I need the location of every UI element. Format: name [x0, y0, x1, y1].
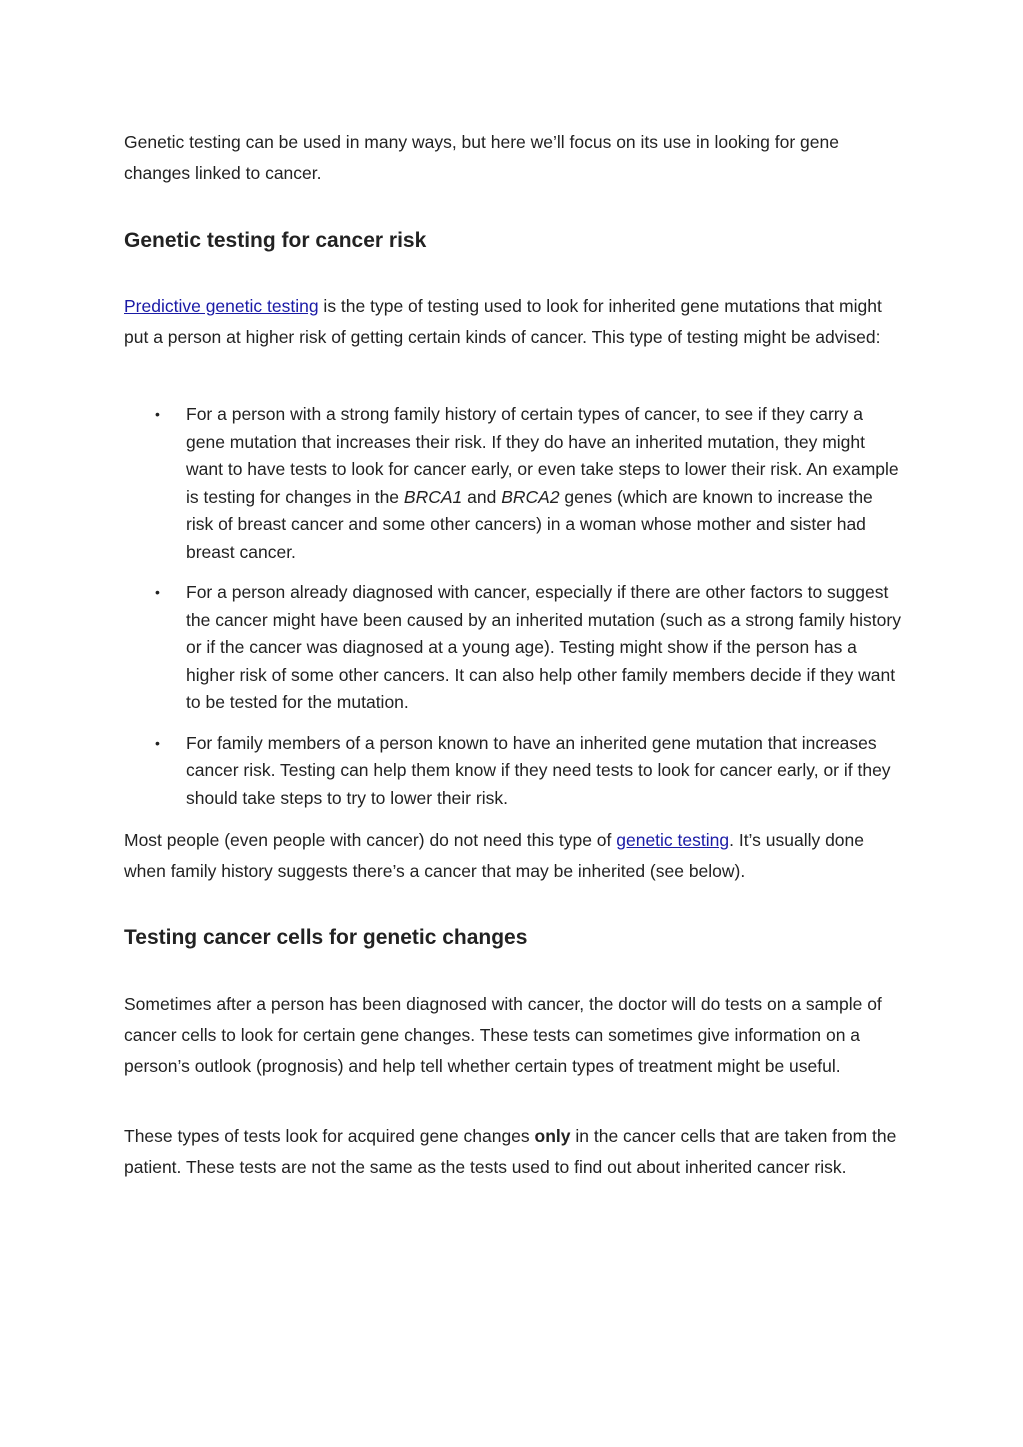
- acquired-text-after: in the cancer cells that are taken from the patient. These tests are not the same as the tests used to find out about inherited cancer risk.: [124, 1126, 897, 1177]
- emphasis-only: only: [534, 1126, 571, 1146]
- bullet-icon: •: [155, 406, 160, 422]
- document-page: [124, 124, 904, 1183]
- list-item: [124, 579, 904, 717]
- gene-name-brca1: BRCA1: [403, 486, 463, 507]
- predictive-genetic-testing-link[interactable]: Predictive genetic testing: [124, 296, 319, 316]
- intro-paragraph: Genetic testing can be used in many ways, but here we’ll focus on its use in looking for gene changes linked to cancer.: [124, 132, 839, 183]
- list-item: [124, 401, 904, 566]
- list-item-text: For family members of a person known to have an inherited gene mutation that increases cancer risk. Testing can help them know if they need tests to look for cancer early, or if they should take steps to try to lower their risk.: [186, 732, 891, 808]
- advised-cases-list: [124, 401, 904, 812]
- predictive-testing-paragraph: [124, 291, 904, 353]
- list-item-text: For a person already diagnosed with cancer, especially if there are other factors to suggest the cancer might have been caused by an inherited mutation (such as a strong family history or if the cancer was diagnosed at a young age). Testing might show if the person has a higher risk of some other cancers. It can also help other family members decide if they want to be tested for the mutation.: [186, 582, 901, 712]
- closing-text-after: . It’s usually done when family history suggests there’s a cancer that may be inherited (see below).: [124, 830, 865, 881]
- genetic-testing-link[interactable]: genetic testing: [616, 830, 730, 850]
- predictive-testing-text: is the type of testing used to look for inherited gene mutations that might put a person at higher risk of getting certain kinds of cancer. This type of testing might be advised:: [124, 296, 882, 347]
- bullet-icon: •: [155, 584, 160, 600]
- closing-text-before: Most people (even people with cancer) do not need this type of: [124, 830, 617, 850]
- cancer-cells-paragraph: Sometimes after a person has been diagnosed with cancer, the doctor will do tests on a sample of cancer cells to look for certain gene changes. These tests can sometimes give information on a person’s outlook (prognosis) and help tell whether certain types of treatment might be useful.: [124, 994, 882, 1076]
- list-item-text: For a person with a strong family history of certain types of cancer, to see if they carry a gene mutation that increases their risk. If they do have an inherited mutation, they might want to have tests to look for cancer early, or even take steps to lower their risk. An example is testing for changes in the: [186, 404, 899, 507]
- list-item: [124, 730, 904, 813]
- bullet-icon: •: [155, 734, 160, 751]
- list-item-text: genes (which are known to increase the risk of breast cancer and some other cancers) in a woman whose mother and sister had breast cancer.: [186, 486, 873, 562]
- section-heading-cancer-risk: Genetic testing for cancer risk: [124, 229, 427, 252]
- section-heading-cancer-cells: Testing cancer cells for genetic changes: [124, 926, 528, 949]
- closing-paragraph: [124, 825, 904, 887]
- acquired-changes-paragraph: [124, 1121, 904, 1183]
- acquired-text-before: These types of tests look for acquired gene changes: [124, 1126, 535, 1146]
- gene-name-brca2: BRCA2: [501, 486, 560, 507]
- list-item-text: and: [462, 486, 502, 507]
